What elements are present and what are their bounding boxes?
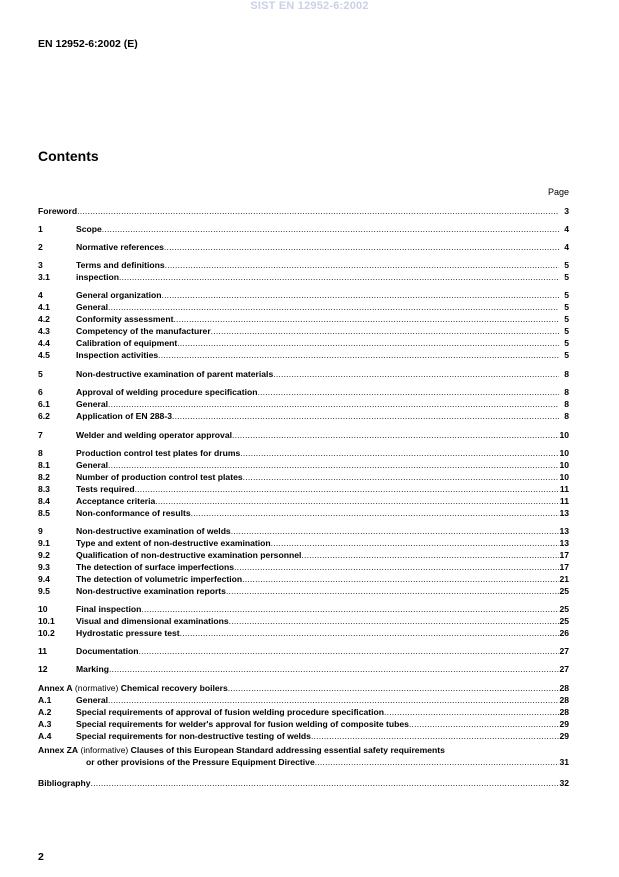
toc-entry-label: The detection of surface imperfections <box>76 562 235 572</box>
toc-entry-label: Number of production control test plates <box>76 472 243 482</box>
toc-entry[interactable] <box>38 387 569 398</box>
toc-entry-number: 9.4 <box>38 574 50 584</box>
toc-entry-number: 2 <box>38 242 43 252</box>
page-column-label: Page <box>547 187 569 197</box>
page-number: 2 <box>38 851 44 863</box>
toc-entry[interactable] <box>38 399 569 410</box>
toc-entry-number: 9.5 <box>38 586 50 596</box>
toc-leader-dots <box>108 302 559 313</box>
toc-entry-page: 10 <box>559 472 569 482</box>
toc-leader-dots <box>173 314 559 325</box>
toc-leader-dots <box>311 731 559 742</box>
toc-entry-page: 8 <box>564 399 569 409</box>
toc-entry-label: Inspection activities <box>76 350 159 360</box>
toc-entry[interactable] <box>38 496 569 507</box>
toc-leader-dots <box>243 472 559 483</box>
toc-entry-page: 17 <box>559 550 569 560</box>
toc-leader-dots <box>161 290 559 301</box>
toc-entry[interactable] <box>38 628 569 639</box>
watermark: SIST EN 12952-6:2002 <box>250 0 369 12</box>
toc-entry-number: 3.1 <box>38 272 50 282</box>
toc-leader-dots <box>155 496 559 507</box>
toc-leader-dots <box>234 562 559 573</box>
toc-entry[interactable] <box>38 411 569 422</box>
toc-entry[interactable] <box>38 260 569 271</box>
toc-entry-label: Hydrostatic pressure test <box>76 628 180 638</box>
toc-leader-dots <box>109 664 559 675</box>
toc-leader-dots <box>91 778 559 789</box>
toc-entry-label: General organization <box>76 290 162 300</box>
toc-entry[interactable] <box>38 302 569 313</box>
toc-entry[interactable] <box>38 526 569 537</box>
toc-leader-dots <box>232 430 559 441</box>
toc-leader-dots <box>141 604 559 615</box>
toc-entry[interactable] <box>38 562 569 573</box>
toc-entry-page: 21 <box>559 574 569 584</box>
toc-entry-number: 6.2 <box>38 411 50 421</box>
toc-entry-number: 9 <box>38 526 43 536</box>
toc-entry-page: 32 <box>559 778 569 788</box>
toc-entry[interactable] <box>38 778 569 789</box>
toc-entry[interactable] <box>38 460 569 471</box>
toc-leader-dots <box>301 550 559 561</box>
toc-entry-number: 10.2 <box>38 628 55 638</box>
toc-entry-label: Production control test plates for drums <box>76 448 241 458</box>
toc-entry-page: 8 <box>564 387 569 397</box>
toc-entry[interactable] <box>38 272 569 283</box>
toc-entry-label: Qualification of non-destructive examination personnel <box>76 550 302 560</box>
toc-entry[interactable] <box>38 206 569 217</box>
toc-entry[interactable] <box>38 731 569 742</box>
toc-entry-page: 28 <box>559 695 569 705</box>
toc-entry[interactable] <box>38 290 569 301</box>
toc-entry-number: 6 <box>38 387 43 397</box>
toc-entry-label: Tests required <box>76 484 135 494</box>
toc-entry-label: Special requirements of approval of fusion welding procedure specification <box>76 707 385 717</box>
toc-entry-number: 5 <box>38 369 43 379</box>
toc-entry-page: 5 <box>564 350 569 360</box>
toc-leader-dots <box>226 586 559 597</box>
toc-entry-page: 25 <box>559 604 569 614</box>
toc-entry-page: 5 <box>564 338 569 348</box>
toc-entry-label: Annex ZA (informative) Clauses of this European Standard addressing essential safety requirements <box>38 745 445 755</box>
toc-entry-page: 8 <box>564 369 569 379</box>
toc-leader-dots <box>257 387 559 398</box>
toc-entry-label: Non-destructive examination reports <box>76 586 226 596</box>
toc-entry-page: 5 <box>564 326 569 336</box>
toc-leader-dots <box>177 338 559 349</box>
toc-entry-number: 8.1 <box>38 460 50 470</box>
toc-entry-page: 3 <box>564 206 569 216</box>
toc-leader-dots <box>108 399 559 410</box>
toc-entry-number: 12 <box>38 664 48 674</box>
toc-entry-label: Special requirements for non-destructive testing of welds <box>76 731 311 741</box>
toc-entry-page: 13 <box>559 538 569 548</box>
toc-entry-label: Documentation <box>76 646 139 656</box>
toc-entry-page: 10 <box>559 448 569 458</box>
toc-entry-label: Special requirements for welder's approval for fusion welding of composite tubes <box>76 719 409 729</box>
toc-leader-dots <box>164 242 559 253</box>
toc-leader-dots <box>384 707 559 718</box>
toc-leader-dots <box>228 683 559 694</box>
toc-entry-number: 8.2 <box>38 472 50 482</box>
toc-entry-page: 4 <box>564 224 569 234</box>
toc-entry-label: Annex A (normative) Chemical recovery boilers <box>38 683 228 693</box>
toc-entry-page: 8 <box>564 411 569 421</box>
toc-entry-page: 5 <box>564 290 569 300</box>
toc-entry[interactable] <box>38 338 569 349</box>
toc-entry-label: Non-destructive examination of parent materials <box>76 369 274 379</box>
toc-entry[interactable] <box>38 242 569 253</box>
toc-entry-number: 4.3 <box>38 326 50 336</box>
toc-leader-dots <box>211 326 559 337</box>
toc-entry[interactable] <box>38 695 569 706</box>
toc-entry-label: inspection <box>76 272 119 282</box>
toc-entry[interactable] <box>38 719 569 730</box>
toc-entry-page: 29 <box>559 719 569 729</box>
toc-entry-page: 17 <box>559 562 569 572</box>
toc-entry-number: 11 <box>38 646 48 656</box>
toc-leader-dots <box>139 646 559 657</box>
toc-entry-page: 5 <box>564 314 569 324</box>
toc-entry-number: 4.1 <box>38 302 50 312</box>
toc-leader-dots <box>231 526 559 537</box>
toc-entry-number: 4.5 <box>38 350 50 360</box>
toc-entry-number: 8.5 <box>38 508 50 518</box>
toc-entry-label: Bibliography <box>38 778 91 788</box>
toc-leader-dots <box>77 206 559 217</box>
toc-entry[interactable] <box>38 538 569 549</box>
toc-entry-page: 5 <box>564 260 569 270</box>
toc-entry-page: 11 <box>559 496 569 506</box>
toc-leader-dots <box>119 272 559 283</box>
toc-entry-number: 7 <box>38 430 43 440</box>
toc-entry[interactable] <box>38 664 569 675</box>
toc-entry-number: 6.1 <box>38 399 50 409</box>
toc-entry-label: Foreword <box>38 206 78 216</box>
toc-entry-label: Acceptance criteria <box>76 496 156 506</box>
toc-entry[interactable] <box>38 350 569 361</box>
toc-entry[interactable] <box>38 472 569 483</box>
toc-leader-dots <box>409 719 559 730</box>
toc-entry-label: General <box>76 695 109 705</box>
toc-leader-dots <box>242 574 559 585</box>
toc-entry-label: Terms and definitions <box>76 260 165 270</box>
toc-entry-page: 31 <box>559 757 569 767</box>
toc-entry[interactable] <box>38 757 569 768</box>
toc-entry-page: 13 <box>559 526 569 536</box>
toc-entry[interactable] <box>38 448 569 459</box>
toc-entry-number: 1 <box>38 224 43 234</box>
toc-entry[interactable] <box>38 707 569 718</box>
toc-entry-page: 28 <box>559 707 569 717</box>
toc-entry-page: 28 <box>559 683 569 693</box>
toc-entry-number: 9.1 <box>38 538 50 548</box>
toc-entry[interactable] <box>38 369 569 380</box>
toc-entry-label: Competency of the manufacturer <box>76 326 211 336</box>
toc-entry-label: Conformity assessment <box>76 314 174 324</box>
toc-entry-label: General <box>76 460 109 470</box>
toc-entry-label: Approval of welding procedure specification <box>76 387 258 397</box>
toc-entry-number: 4 <box>38 290 43 300</box>
toc-entry-number: 9.2 <box>38 550 50 560</box>
toc-entry-page: 10 <box>559 430 569 440</box>
toc-entry-page: 25 <box>559 586 569 596</box>
toc-entry-number: A.3 <box>38 719 52 729</box>
toc-entry-label: Visual and dimensional examinations <box>76 616 229 626</box>
toc-entry-page: 11 <box>559 484 569 494</box>
toc-entry-label: Normative references <box>76 242 164 252</box>
toc-entry-label: Application of EN 288-3 <box>76 411 172 421</box>
toc-leader-dots <box>135 484 559 495</box>
toc-entry[interactable] <box>38 646 569 657</box>
toc-entry[interactable] <box>38 326 569 337</box>
toc-entry-page: 27 <box>559 664 569 674</box>
toc-entry-page: 26 <box>559 628 569 638</box>
toc-leader-dots <box>273 369 559 380</box>
toc-entry[interactable] <box>38 616 569 627</box>
toc-entry-page: 5 <box>564 302 569 312</box>
toc-entry-number: A.1 <box>38 695 52 705</box>
toc-leader-dots <box>172 411 559 422</box>
toc-leader-dots <box>102 224 559 235</box>
toc-entry[interactable] <box>38 683 569 694</box>
toc-entry-page: 25 <box>559 616 569 626</box>
toc-entry-number: 4.2 <box>38 314 50 324</box>
toc-entry-label: Marking <box>76 664 109 674</box>
toc-entry-label: General <box>76 302 109 312</box>
toc-leader-dots <box>315 757 559 768</box>
toc-entry-label: or other provisions of the Pressure Equipment Directive <box>86 757 315 767</box>
toc-entry-number: 10 <box>38 604 48 614</box>
toc-entry[interactable] <box>38 484 569 495</box>
toc-leader-dots <box>240 448 559 459</box>
toc-entry-label: Scope <box>76 224 102 234</box>
toc-entry-label: Welder and welding operator approval <box>76 430 232 440</box>
toc-entry-label: Non-conformance of results <box>76 508 191 518</box>
contents-title: Contents <box>38 148 99 164</box>
toc-leader-dots <box>165 260 559 271</box>
toc-leader-dots <box>158 350 559 361</box>
toc-leader-dots <box>108 460 559 471</box>
toc-entry-number: A.4 <box>38 731 52 741</box>
toc-leader-dots <box>271 538 559 549</box>
toc-entry-page: 5 <box>564 272 569 282</box>
toc-entry-number: 8.4 <box>38 496 50 506</box>
toc-entry[interactable] <box>38 224 569 235</box>
toc-entry-number: 4.4 <box>38 338 50 348</box>
toc-entry[interactable] <box>38 550 569 561</box>
toc-entry-page: 10 <box>559 460 569 470</box>
toc-leader-dots <box>191 508 559 519</box>
toc-leader-dots <box>180 628 559 639</box>
toc-entry-page: 4 <box>564 242 569 252</box>
toc-entry-number: A.2 <box>38 707 52 717</box>
toc-entry[interactable] <box>38 586 569 597</box>
toc-entry[interactable] <box>38 745 569 756</box>
toc-entry[interactable] <box>38 574 569 585</box>
toc-entry-number: 9.3 <box>38 562 50 572</box>
toc-entry-number: 10.1 <box>38 616 55 626</box>
toc-entry[interactable] <box>38 430 569 441</box>
toc-entry-label: The detection of volumetric imperfection <box>76 574 243 584</box>
toc-entry-label: Type and extent of non-destructive examination <box>76 538 271 548</box>
toc-entry-label: Calibration of equipment <box>76 338 178 348</box>
toc-entry-label: General <box>76 399 109 409</box>
toc-entry-label: Non-destructive examination of welds <box>76 526 231 536</box>
document-id: EN 12952-6:2002 (E) <box>38 38 138 50</box>
toc-leader-dots <box>229 616 559 627</box>
toc-entry-number: 3 <box>38 260 43 270</box>
toc-entry[interactable] <box>38 604 569 615</box>
toc-entry-page: 27 <box>559 646 569 656</box>
toc-leader-dots <box>108 695 559 706</box>
toc-entry[interactable] <box>38 314 569 325</box>
toc-entry-page: 29 <box>559 731 569 741</box>
toc-entry-page: 13 <box>559 508 569 518</box>
toc-entry-number: 8 <box>38 448 43 458</box>
toc-entry[interactable] <box>38 508 569 519</box>
toc-entry-number: 8.3 <box>38 484 50 494</box>
toc-entry-label: Final inspection <box>76 604 142 614</box>
